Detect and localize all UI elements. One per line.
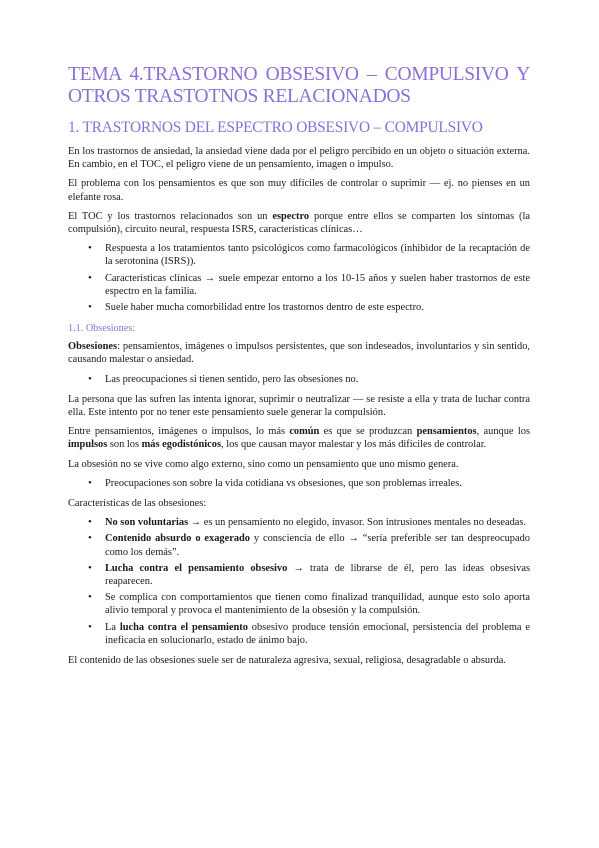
text-span: → trata de librarse de él, pero las ideas obsesivas reaparecen.: [105, 562, 530, 588]
paragraph-definicion: [68, 340, 530, 366]
bullet-list-caracteristicas: [68, 516, 530, 647]
paragraph-persona: La persona que las sufren las intenta ignorar, suprimir o neutralizar — se resiste a ella y trata de luchar contra ella. Este intento por no tener este pensamiento suele generar la compulsión.: [68, 393, 530, 419]
paragraph-pensamientos: El problema con los pensamientos es que son muy difíciles de controlar o suprimir — ej. no pienses en un elefante rosa.: [68, 178, 530, 203]
bullet-list-preocupaciones: [68, 373, 530, 386]
list-item: • Características clínicas → suele empezar entorno a los 10-15 años y suelen haber trastornos de este espectro en la familia.: [68, 272, 530, 298]
bold-term-comun: común: [289, 426, 320, 438]
bold-term-espectro: espectro: [272, 210, 310, 222]
text-span: , los que causan mayor malestar y los más difíciles de controlar.: [221, 439, 487, 451]
list-item: [68, 562, 530, 588]
text-span: , aunque los: [476, 426, 530, 438]
paragraph-entre: [68, 425, 530, 451]
paragraph-caracteristicas-label: Características de las obsesiones:: [68, 498, 207, 510]
paragraph-ansiedad: En los trastornos de ansiedad, la ansiedad viene dada por el peligro percibido en un objeto o situación externa. En cambio, en el TOC, el peligro viene de un pensamiento, imagen o impulso.: [68, 146, 530, 171]
paragraph-contenido: El contenido de las obsesiones suele ser de naturaleza agresiva, sexual, religiosa, desagradable o absurda.: [68, 655, 506, 667]
paragraph-espectro: [68, 210, 530, 236]
bold-term: lucha contra el pensamiento: [119, 621, 248, 633]
bold-term: Contenido absurdo o exagerado: [105, 533, 251, 545]
bold-term-egodistonicos: más egodistónicos: [141, 439, 222, 451]
text-span: : pensamientos, imágenes o impulsos persistentes, que son indeseados, involuntarios y sin sentido, causando malestar o ansiedad.: [68, 341, 530, 366]
bullet-list-espectro: [68, 242, 530, 314]
text-span: porque entre ellos se comparten los síntomas (la compulsión), circuito neural, respuesta ISRS, características clínicas…: [68, 210, 530, 236]
bold-term: Lucha contra el pensamiento obsesivo: [105, 562, 288, 574]
bold-term-impulsos: impulsos: [68, 439, 108, 451]
text-span: El TOC y los trastornos relacionados son un: [68, 210, 273, 222]
list-item: • Preocupaciones son sobre la vida cotidiana vs obsesiones, que son problemas irreales.: [68, 477, 530, 490]
list-item: [68, 516, 530, 529]
bold-term-obsesiones: Obsesiones: [68, 341, 118, 353]
text-span: → es un pensamiento no elegido, invasor. Son intrusiones mentales no deseadas.: [188, 517, 527, 529]
list-item: [68, 591, 530, 617]
list-item: • Suele haber mucha comorbilidad entre los trastornos dentro de este espectro.: [68, 301, 530, 314]
bullet-list-cotidiana: [68, 477, 530, 490]
text-span: es que se produzcan: [319, 426, 417, 438]
text-span: La: [105, 621, 120, 633]
bold-term: No son voluntarias: [105, 517, 189, 529]
list-item: [68, 621, 530, 647]
list-item: • Las preocupaciones si tienen sentido, pero las obsesiones no.: [68, 373, 530, 386]
subsection-heading-obsesiones: 1.1. Obsesiones:: [68, 323, 136, 335]
text-span: Entre pensamientos, imágenes o impulsos, lo más: [68, 426, 290, 438]
document-content: [68, 64, 530, 673]
text-span: Se complica con comportamientos que tienen como finalizad tranquilidad, aunque esto solo aporta alivio temporal y provoca el mantenimiento de la obsesión y la compulsión.: [105, 592, 530, 617]
section-heading-1: 1. TRASTORNOS DEL ESPECTRO OBSESIVO – COMPULSIVO: [68, 119, 483, 136]
text-span: y consciencia de ello → “sería preferible ser tan despreocupado como los demás”.: [105, 533, 531, 558]
text-span: son los: [107, 439, 142, 451]
document-title: TEMA 4.TRASTORNO OBSESIVO – COMPULSIVO Y OTROS TRASTOTNOS RELACIONADOS: [68, 64, 530, 107]
bold-term-pensamientos: pensamientos: [416, 426, 477, 438]
list-item: • Respuesta a los tratamientos tanto psicológicos como farmacológicos (inhibidor de la recaptación de la serotonina (ISRS)).: [68, 242, 530, 268]
list-item: [68, 532, 530, 558]
text-span: obsesivo produce tensión emocional, persistencia del problema e ineficacia en solucionarlo, estado de ánimo bajo.: [105, 621, 530, 646]
paragraph-externo: La obsesión no se vive como algo externo, sino como un pensamiento que uno mismo genera.: [68, 458, 459, 470]
